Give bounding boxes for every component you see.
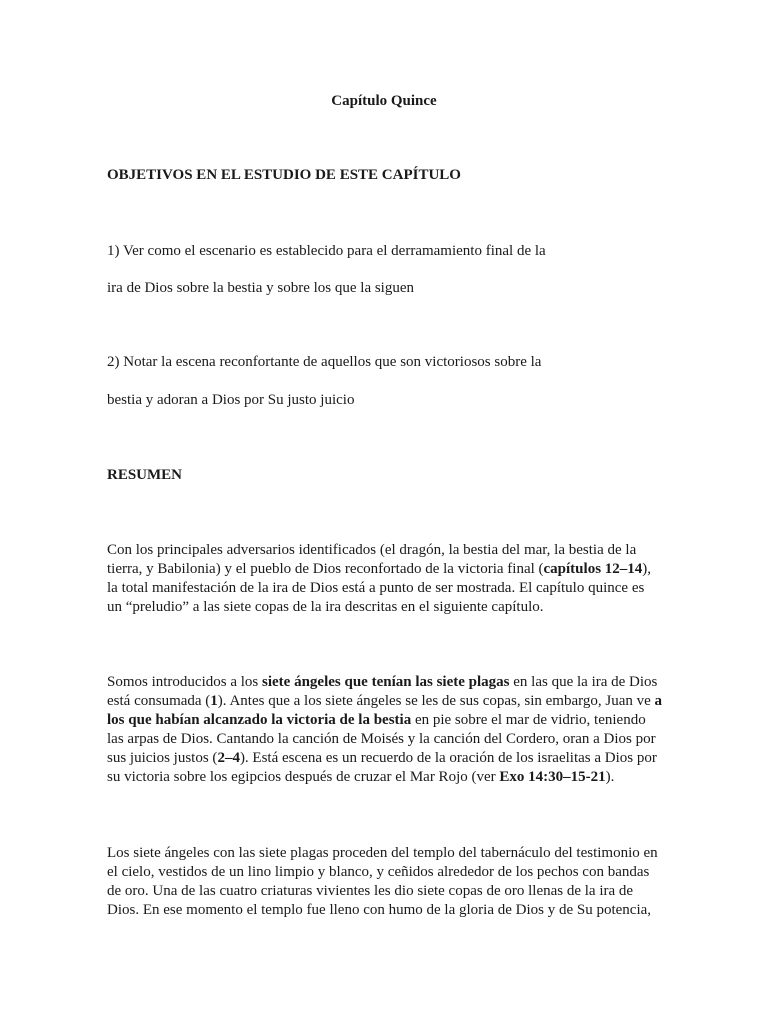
paragraph-2-text-2: en las que la ira de Dios está consumada ( xyxy=(107,674,658,709)
summary-paragraph-2 xyxy=(107,673,663,787)
summary-paragraph-3 xyxy=(107,844,663,920)
paragraph-2-text-4: en pie sobre el mar de vidrio, teniendo las arpas de Dios. Cantando la canción de Moisés y la canción del Cordero, oran a Dios por sus juicios justos ( xyxy=(107,712,656,766)
objective-2-line-2: bestia y adoran a Dios por Su justo juicio xyxy=(107,392,355,408)
chapter-title: Capítulo Quince xyxy=(331,93,437,109)
paragraph-2-bold-2: 1 xyxy=(210,693,218,709)
paragraph-3-text: Los siete ángeles con las siete plagas proceden del templo del tabernáculo del testimonio en el cielo, vestidos de un lino limpio y blanco, y ceñidos alrededor de los pechos con bandas de oro. Una de las cuatro criaturas vivientes les dio siete copas de oro llenas de la ira de Dios. En ese momento el templo fue lleno con humo de la gloria de Dios y de Su potencia, xyxy=(107,845,658,918)
paragraph-2-bold-3: a los que habían alcanzado la victoria de la bestia xyxy=(107,693,663,728)
objectives-heading: OBJETIVOS EN EL ESTUDIO DE ESTE CAPÍTULO xyxy=(107,167,461,183)
paragraph-1-text-2: ), la total manifestación de la ira de Dios está a punto de ser mostrada. El capítulo quince es un “preludio” a las siete copas de la ira descritas en el siguiente capítulo. xyxy=(107,561,652,615)
paragraph-1-text-1: Con los principales adversarios identificados (el dragón, la bestia del mar, la bestia de la tierra, y Babilonia) y el pueblo de Dios reconfortado de la victoria final ( xyxy=(107,542,637,577)
paragraph-2-text-3: ). Antes que a los siete ángeles se les de sus copas, sin embargo, Juan ve xyxy=(217,693,655,709)
paragraph-2-bold-5: Exo 14:30–15-21 xyxy=(499,769,606,785)
paragraph-2-bold-4: 2–4 xyxy=(217,750,240,766)
summary-paragraph-1 xyxy=(107,541,663,617)
objective-1-line-2: ira de Dios sobre la bestia y sobre los que la siguen xyxy=(107,280,415,296)
objective-1-line-1: 1) Ver como el escenario es establecido para el derramamiento final de la xyxy=(107,243,546,259)
paragraph-2-bold-1: siete ángeles que tenían las siete plagas xyxy=(262,674,510,690)
objective-2-line-1: 2) Notar la escena reconfortante de aquellos que son victoriosos sobre la xyxy=(107,354,542,370)
paragraph-2-text-5: ). Está escena es un recuerdo de la oración de los israelitas a Dios por su victoria sobre los egipcios después de cruzar el Mar Rojo (ver xyxy=(107,750,657,785)
paragraph-2-text-6: ). xyxy=(605,769,615,785)
paragraph-1-bold-1: capítulos 12–14 xyxy=(543,561,643,577)
summary-heading: RESUMEN xyxy=(107,467,183,483)
paragraph-2-text-1: Somos introducidos a los xyxy=(107,674,263,690)
